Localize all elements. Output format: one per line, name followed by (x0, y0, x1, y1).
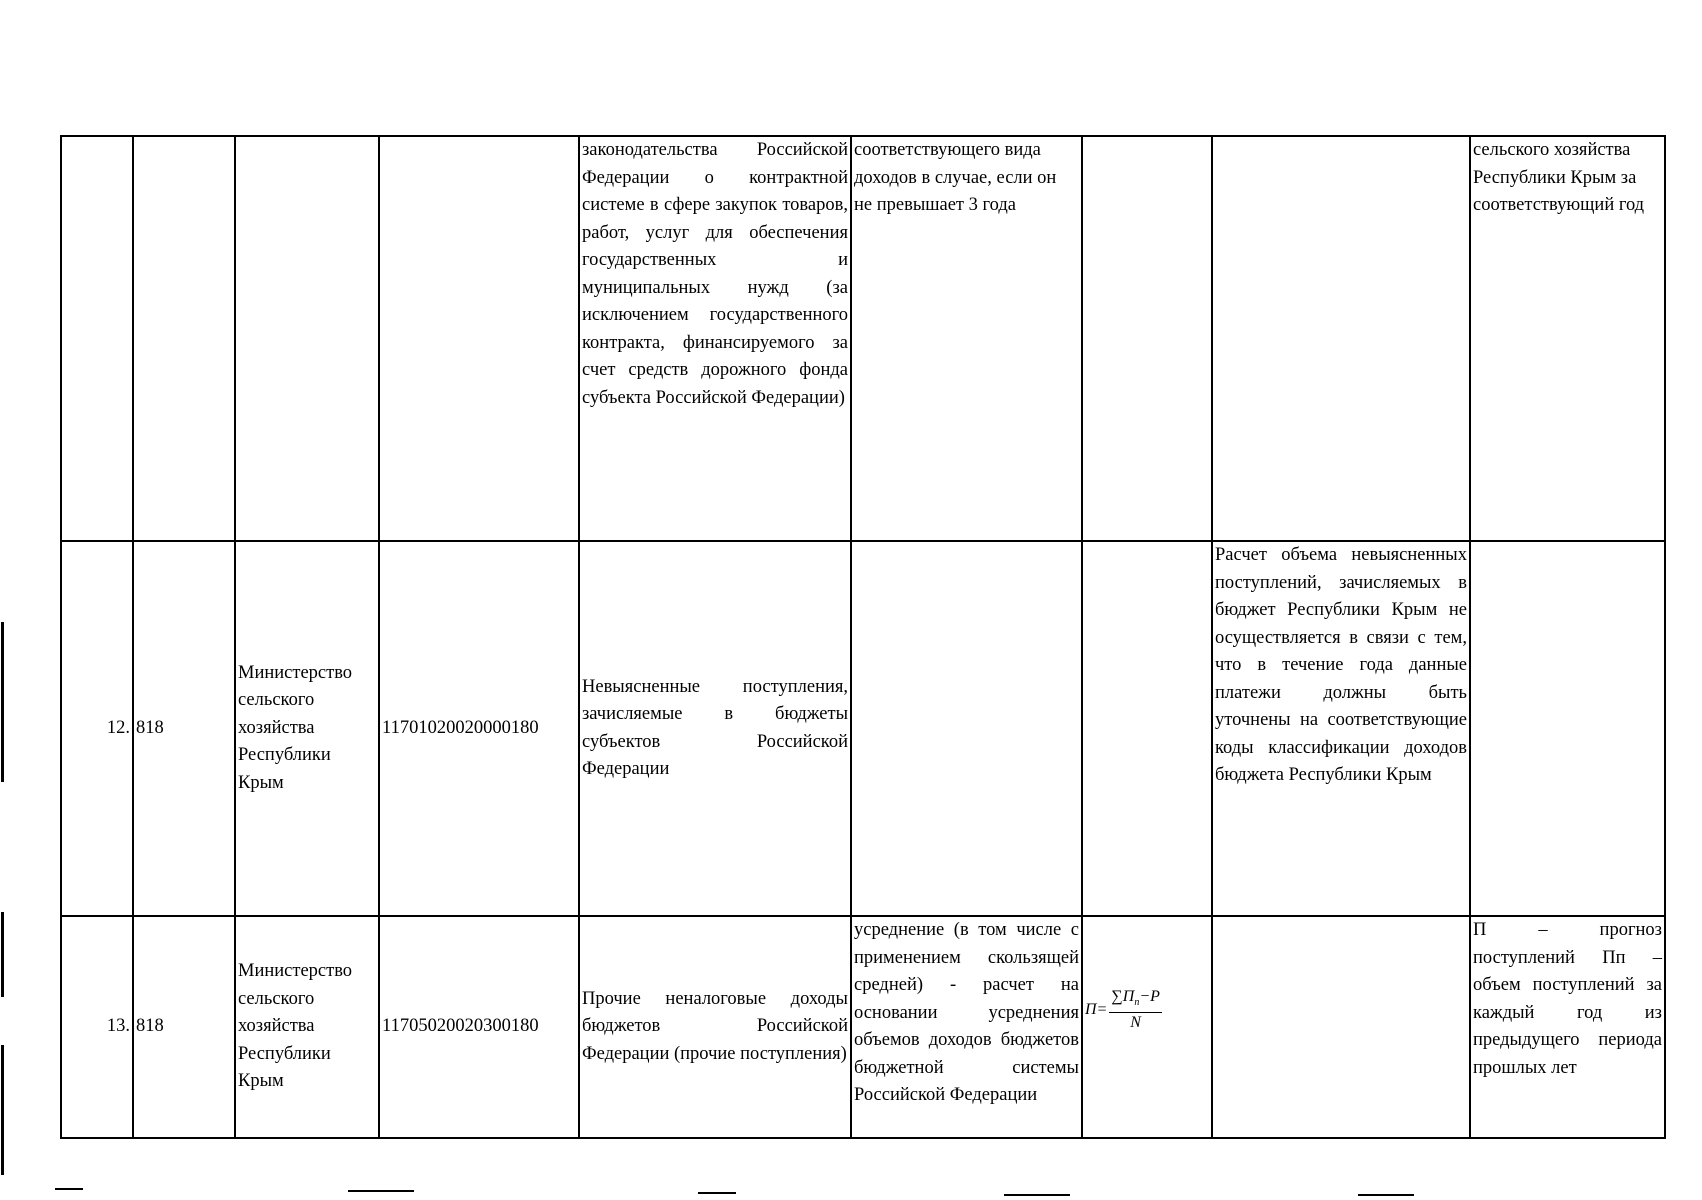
administrator-cell: Министерство сельского хозяйства Республики Крым (235, 916, 379, 1138)
footer-dash (1004, 1194, 1070, 1196)
kbk-cell (379, 136, 579, 541)
description-cell (1470, 541, 1665, 916)
table-row (61, 136, 1665, 541)
formula-cell (1082, 136, 1212, 541)
table-row (61, 916, 1665, 1138)
formula-cell (1082, 916, 1212, 1138)
administrator-cell (235, 136, 379, 541)
kbk-cell: 11701020020000180 (379, 541, 579, 916)
description-cell: сельского хозяйства Республики Крым за соответствующий год (1470, 136, 1665, 541)
kbk-cell: 11705020020300180 (379, 916, 579, 1138)
formula-numerator: $\sum П_n-P$ (1109, 989, 1162, 1013)
code-cell: 818 (133, 916, 235, 1138)
margin-mark (1, 1045, 4, 1175)
description-cell: П – прогноз поступлений Пп – объем поступлений за каждый год из предыдущего периода прошлых лет (1470, 916, 1665, 1138)
revenue-name-cell: Прочие неналоговые доходы бюджетов Российской Федерации (прочие поступления) (579, 916, 851, 1138)
margin-mark (1, 622, 4, 782)
code-cell: 818 (133, 541, 235, 916)
forecast-formula (1085, 989, 1162, 1031)
formula-fraction (1109, 989, 1162, 1031)
algorithm-cell (1212, 916, 1470, 1138)
footer-dash (1358, 1194, 1414, 1196)
revenue-forecast-table (60, 135, 1666, 1139)
revenue-name-cell: законодательства Российской Федерации о контрактной системе в сфере закупок товаров, работ, услуг для обеспечения государственных и муниципальных нужд (за исключением государственного контракта, финансируемого за счет средств дорожного фонда субъекта Российской Федерации) (579, 136, 851, 541)
forecast-method-cell: соответствующего вида доходов в случае, если он не превышает 3 года (851, 136, 1082, 541)
row-number-cell (61, 136, 133, 541)
formula-lhs: П= (1085, 1001, 1108, 1019)
footer-dash (698, 1192, 736, 1194)
formula-cell (1082, 541, 1212, 916)
footer-dash (348, 1190, 414, 1192)
table-row (61, 541, 1665, 916)
row-number-cell: 12. (61, 541, 133, 916)
row-number-cell: 13. (61, 916, 133, 1138)
formula-denominator: N (1130, 1014, 1141, 1032)
algorithm-cell (1212, 136, 1470, 541)
forecast-method-cell (851, 541, 1082, 916)
revenue-name-cell: Невыясненные поступления, зачисляемые в бюджеты субъектов Российской Федерации (579, 541, 851, 916)
margin-mark (1, 912, 4, 997)
forecast-method-cell: усреднение (в том числе с применением скользящей средней) - расчет на основании усреднения объемов доходов бюджетов бюджетной системы Российской Федерации (851, 916, 1082, 1138)
administrator-cell: Министерство сельского хозяйства Республики Крым (235, 541, 379, 916)
algorithm-cell: Расчет объема невыясненных поступлений, зачисляемых в бюджет Республики Крым не осуществляется в связи с тем, что в течение года данные платежи должны быть уточнены на соответствующие коды классификации доходов бюджета Республики Крым (1212, 541, 1470, 916)
code-cell (133, 136, 235, 541)
footer-dash (55, 1188, 83, 1190)
